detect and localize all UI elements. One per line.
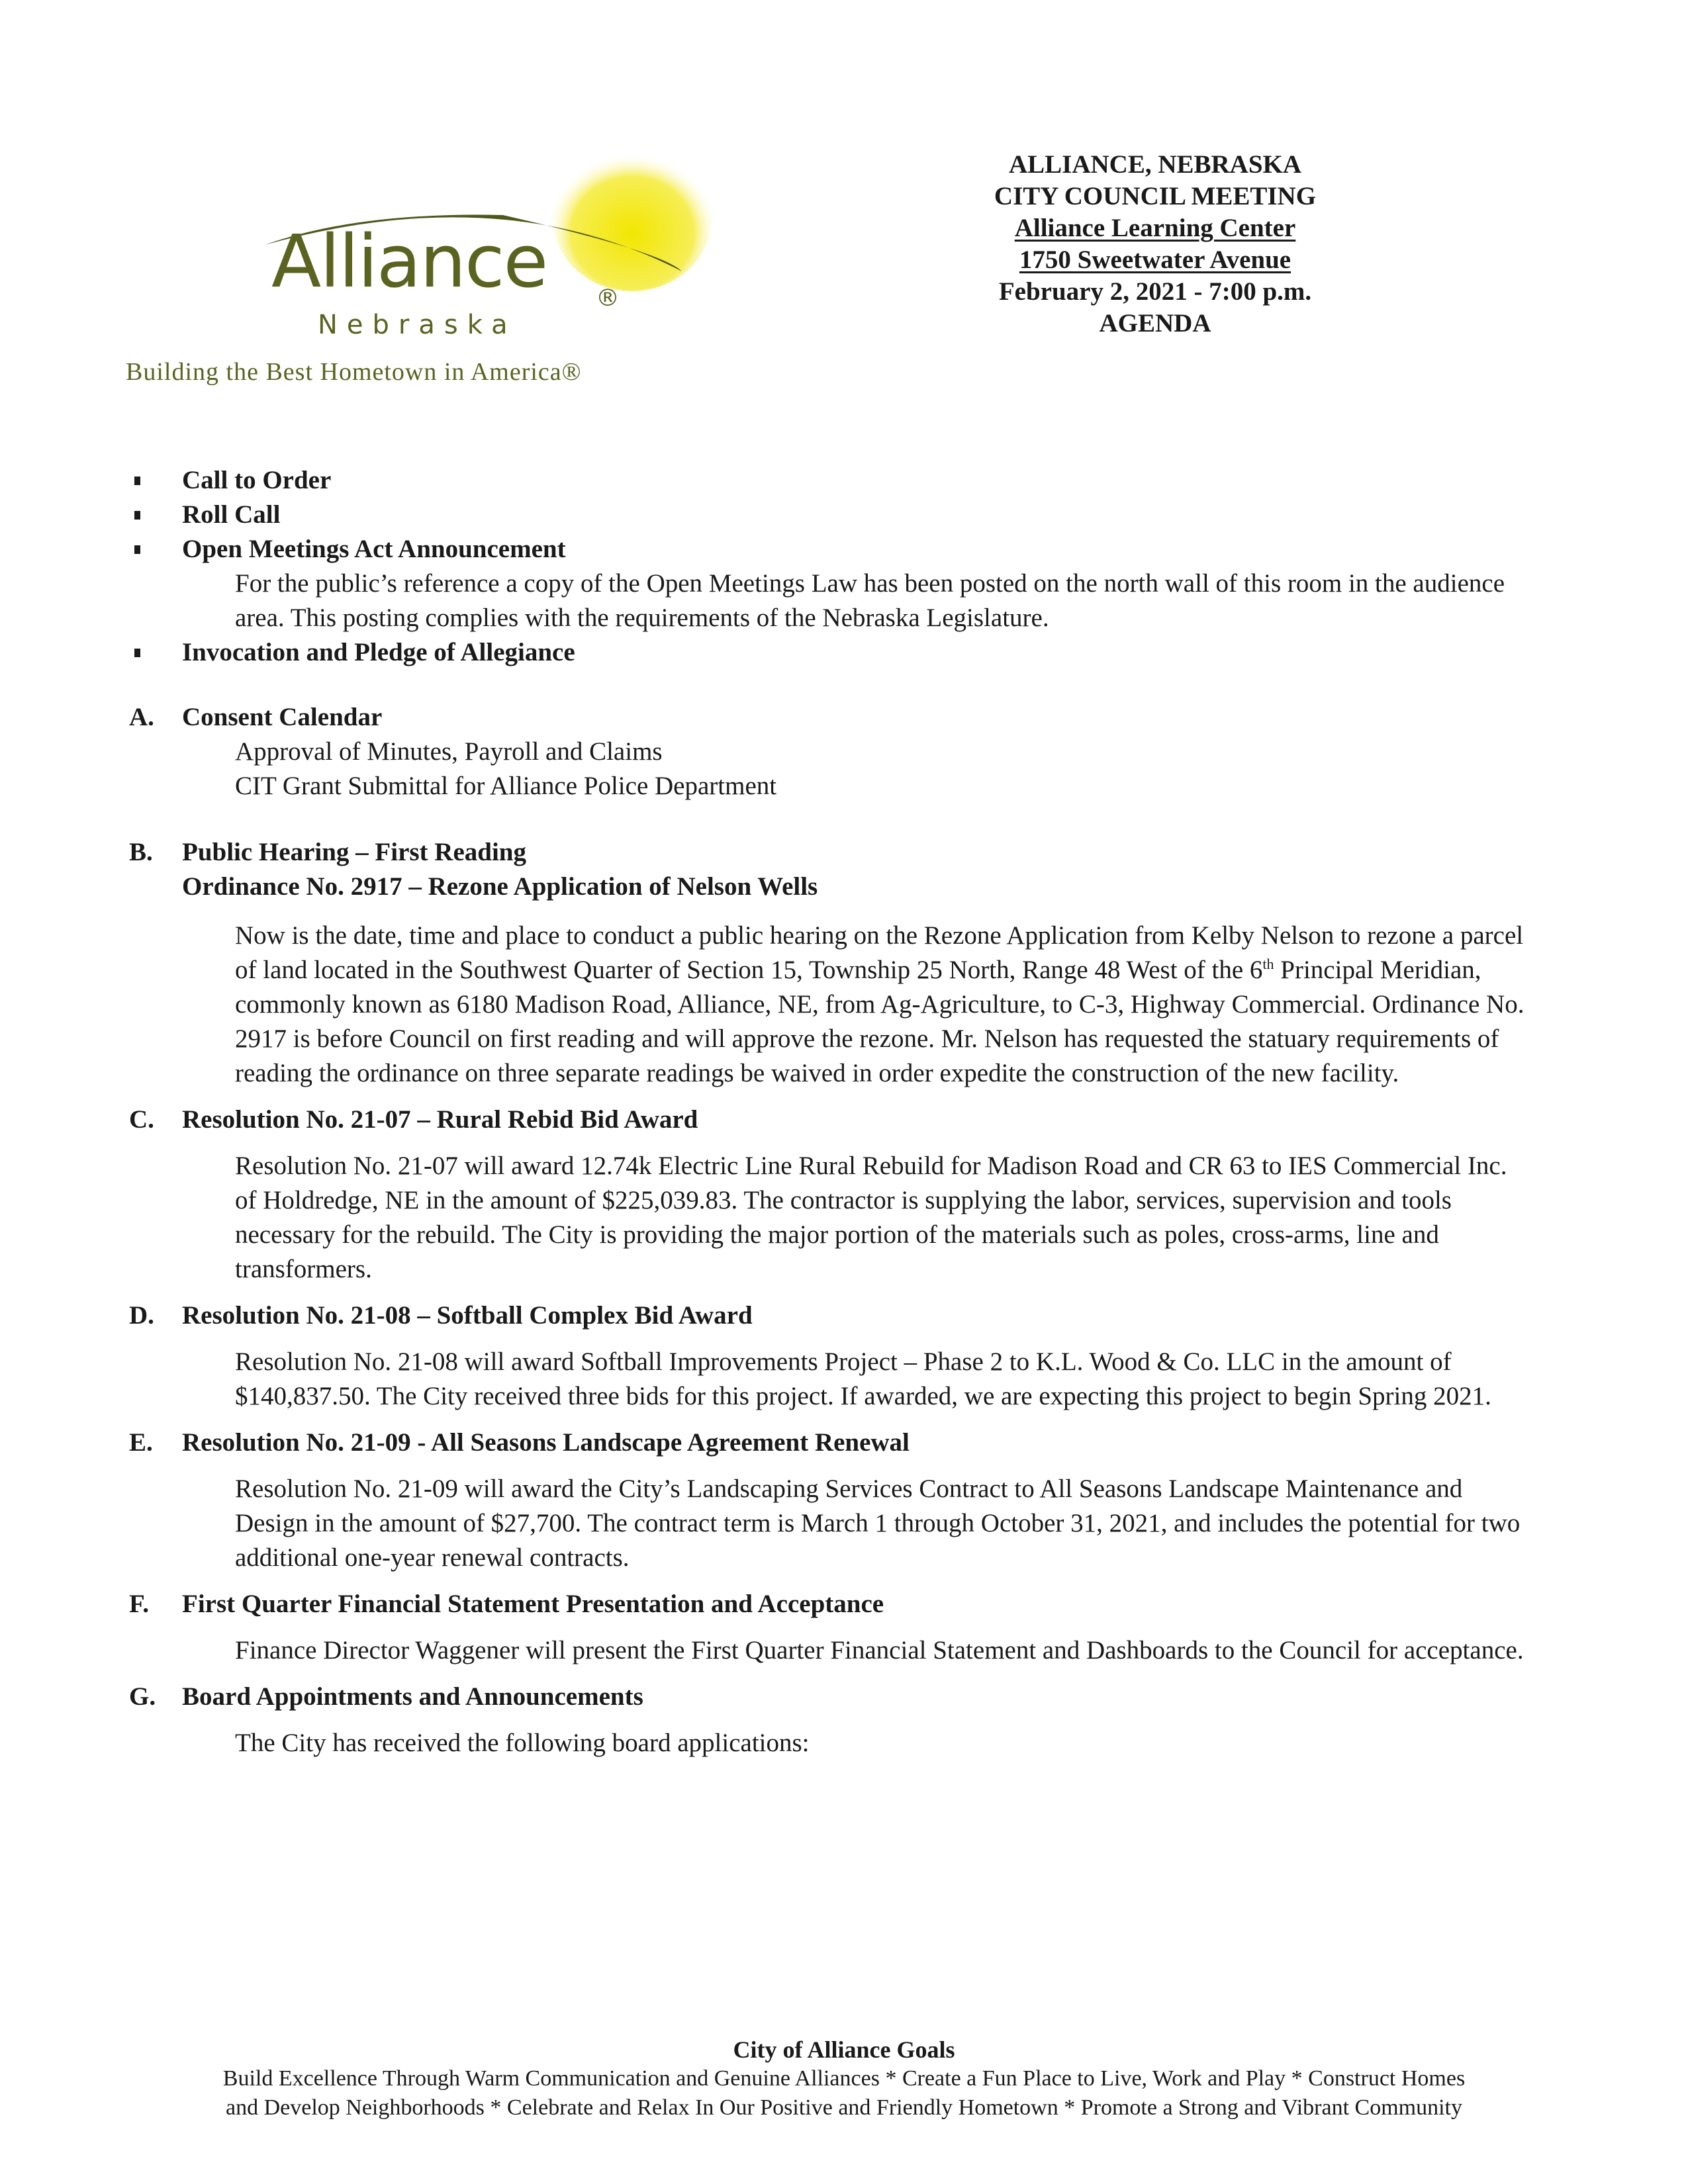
section-heading xyxy=(129,1680,1552,1714)
section-heading xyxy=(129,1587,1552,1621)
section-letter: F. xyxy=(129,1590,149,1618)
bullet-icon xyxy=(134,477,140,485)
logo-wordmark: Alliance xyxy=(271,219,547,304)
paragraph-text: Principal Meridian, commonly known as 6180 Madison Road, Alliance, NE, from Ag-Agriculture, to C-3, Highway Commercial. Ordinance No. 2917 is before Council on first reading and will approve the rezone. Mr. Nelson has requested the statuary requirements of reading the ordinance on three separate readings be waived in order expedite the construction of the new facility. xyxy=(235,956,1524,1087)
agenda-bullet-item xyxy=(129,635,1552,670)
section-e xyxy=(129,1426,1552,1575)
bullet-icon xyxy=(134,511,140,520)
section-title: Resolution No. 21-09 - All Seasons Landscape Agreement Renewal xyxy=(182,1428,910,1457)
agenda-bullet-item xyxy=(129,532,1552,567)
section-letter: E. xyxy=(129,1428,153,1457)
logo-tagline: Building the Best Hometown in America® xyxy=(126,358,582,386)
consent-item: Approval of Minutes, Payroll and Claims xyxy=(235,737,663,766)
agenda-bullet-item xyxy=(129,498,1552,532)
meeting-address: 1750 Sweetwater Avenue xyxy=(1019,246,1291,274)
agenda-body xyxy=(129,463,1552,1760)
section-title: Consent Calendar xyxy=(182,703,383,731)
meeting-datetime: February 2, 2021 - 7:00 p.m. xyxy=(998,277,1312,306)
bullet-icon xyxy=(134,545,140,554)
section-g xyxy=(129,1680,1552,1760)
footer-title: City of Alliance Goals xyxy=(733,2036,955,2063)
section-title: Public Hearing – First Reading xyxy=(182,838,526,866)
bullet-label: Invocation and Pledge of Allegiance xyxy=(182,638,575,666)
section-heading xyxy=(129,835,1552,870)
bullet-label: Open Meetings Act Announcement xyxy=(182,535,566,563)
bullet-icon xyxy=(134,649,140,657)
section-d xyxy=(129,1298,1552,1414)
section-b xyxy=(129,835,1552,1091)
logo-state: Nebraska xyxy=(318,310,517,340)
registered-mark: ® xyxy=(596,285,620,312)
open-meetings-description: For the public’s reference a copy of the Open Meetings Law has been posted on the north wall of this room in the audience area. This posting complies with the requirements of the Nebraska Legislature. xyxy=(235,569,1505,632)
meeting-venue: Alliance Learning Center xyxy=(1014,214,1296,242)
agenda-bullet-item xyxy=(129,463,1552,498)
section-paragraph: Resolution No. 21-08 will award Softball Improvements Project – Phase 2 to K.L. Wood & Co. LLC in the amount of $140,837.50. The City received three bids for this project. If awarded, we are expecting this project to begin Spring 2021. xyxy=(235,1347,1491,1410)
section-letter: B. xyxy=(129,838,153,866)
city-title: ALLIANCE, NEBRASKA xyxy=(1008,150,1302,179)
document-type: AGENDA xyxy=(1099,309,1211,338)
section-heading xyxy=(129,1103,1552,1137)
bullet-label: Call to Order xyxy=(182,466,332,494)
section-f xyxy=(129,1587,1552,1668)
section-c xyxy=(129,1103,1552,1287)
meeting-title: CITY COUNCIL MEETING xyxy=(994,182,1317,210)
alliance-logo xyxy=(225,146,768,390)
section-heading xyxy=(129,1426,1552,1460)
footer-goals-line: and Develop Neighborhoods * Celebrate and Relax In Our Positive and Friendly Hometown * Promote a Strong and Vibrant Community xyxy=(226,2095,1462,2120)
section-paragraph: Resolution No. 21-09 will award the City’s Landscaping Services Contract to All Seasons Landscape Maintenance and Design in the amount of $27,700. The contract term is March 1 through October 31, 2021, and includes the potential for two additional one-year renewal contracts. xyxy=(235,1475,1521,1572)
section-heading xyxy=(129,700,1552,735)
bullet-label: Roll Call xyxy=(182,500,281,529)
section-subtitle: Ordinance No. 2917 – Rezone Application of Nelson Wells xyxy=(182,872,818,901)
section-letter: D. xyxy=(129,1301,154,1330)
section-letter: A. xyxy=(129,703,154,731)
consent-item: CIT Grant Submittal for Alliance Police Department xyxy=(235,772,777,800)
section-title: First Quarter Financial Statement Presentation and Acceptance xyxy=(182,1590,884,1618)
section-title: Resolution No. 21-07 – Rural Rebid Bid Award xyxy=(182,1105,698,1134)
section-title: Resolution No. 21-08 – Softball Complex Bid Award xyxy=(182,1301,753,1330)
footer-goals-line: Build Excellence Through Warm Communication and Genuine Alliances * Create a Fun Place to Live, Work and Play * Construct Homes xyxy=(222,2066,1466,2091)
section-a xyxy=(129,700,1552,803)
section-letter: C. xyxy=(129,1105,154,1134)
section-title: Board Appointments and Announcements xyxy=(182,1682,643,1711)
section-heading xyxy=(129,1298,1552,1333)
paragraph-text: Now is the date, time and place to conduct a public hearing on the Rezone Application from Kelby Nelson to rezone a parcel of land located in the Southwest Quarter of Section 15, Township 25 North, Range 48 West of the 6 xyxy=(235,921,1524,984)
section-paragraph: Resolution No. 21-07 will award 12.74k Electric Line Rural Rebuild for Madison Road and CR 63 to IES Commercial Inc. of Holdredge, NE in the amount of $225,039.83. The contractor is supplying the labor, services, supervision and tools necessary for the rebuild. The City is providing the major portion of the materials such as poles, cross-arms, line and transformers. xyxy=(235,1152,1507,1283)
section-paragraph: Finance Director Waggener will present the First Quarter Financial Statement and Dashboards to the Council for acceptance. xyxy=(235,1636,1524,1664)
section-letter: G. xyxy=(129,1682,156,1711)
city-goals-footer xyxy=(132,2035,1556,2122)
meeting-header xyxy=(940,149,1370,340)
ordinal-suffix: th xyxy=(1262,956,1274,972)
section-paragraph xyxy=(129,919,1532,1091)
section-paragraph: The City has received the following board applications: xyxy=(235,1729,810,1757)
